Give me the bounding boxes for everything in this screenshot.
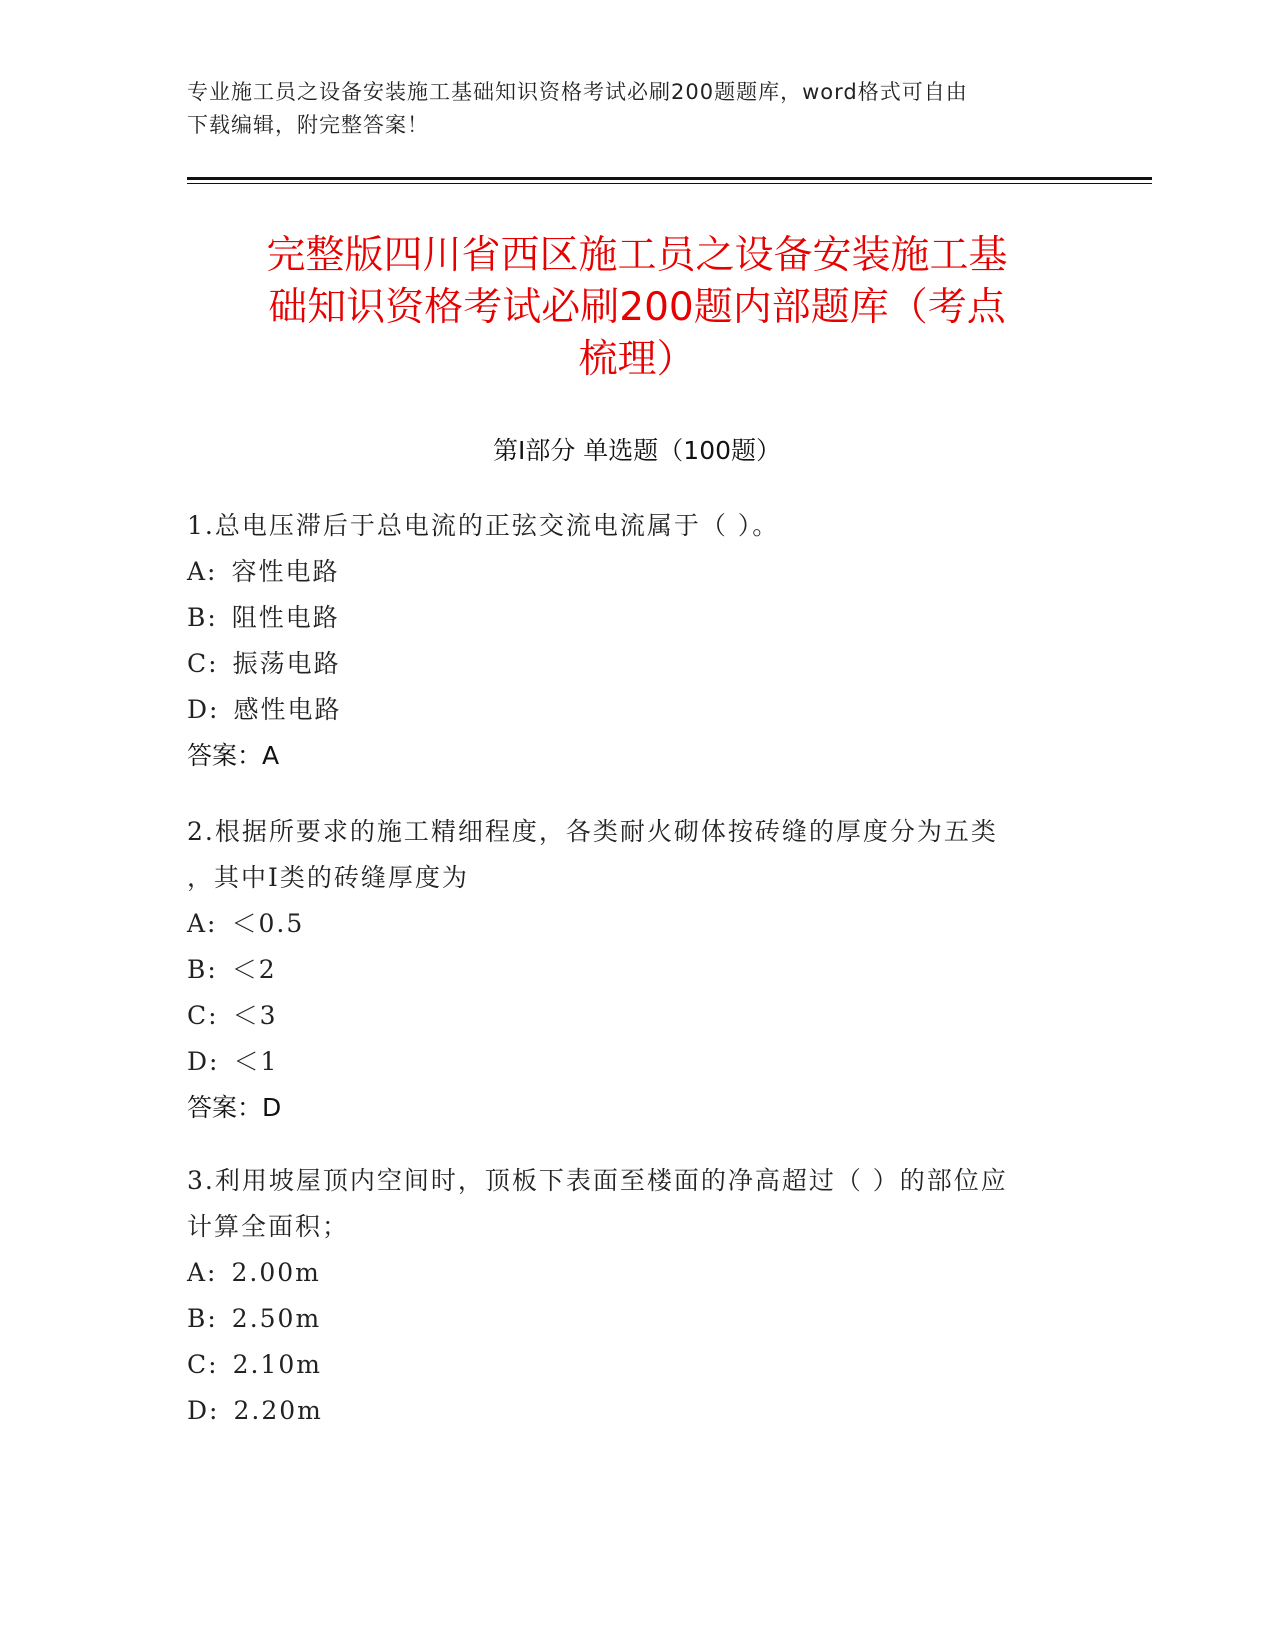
question-1: [187, 503, 1087, 779]
header-divider-thin: [187, 183, 1152, 184]
option-c: [187, 1342, 1087, 1388]
option-text: ＜0.5: [231, 909, 305, 938]
question-text: 3.利用坡屋顶内空间时，顶板下表面至楼面的净高超过（ ）的部位应: [187, 1166, 1008, 1195]
option-label: A:: [187, 1258, 218, 1287]
option-text: 阻性电路: [231, 603, 340, 632]
option-label: C:: [187, 649, 219, 678]
option-text: 2.20m: [233, 1396, 323, 1425]
option-b: [187, 595, 1087, 641]
question-text: 1.总电压滞后于总电流的正弦交流电流属于（ ）。: [187, 511, 780, 540]
option-text: 振荡电路: [232, 649, 341, 678]
option-text: ＜1: [233, 1047, 279, 1076]
option-label: A:: [187, 909, 218, 938]
option-d: [187, 1039, 1087, 1085]
option-label: B:: [187, 1304, 218, 1333]
title-line: 完整版四川省西区施工员之设备安装施工基: [266, 233, 1008, 278]
option-d: [187, 687, 1087, 733]
question-text: 2.根据所要求的施工精细程度，各类耐火砌体按砖缝的厚度分为五类: [187, 817, 998, 846]
option-label: C:: [187, 1001, 219, 1030]
section-title: 第Ⅰ部分 单选题（100题）: [492, 436, 782, 465]
option-c: [187, 993, 1087, 1039]
option-label: C:: [187, 1350, 219, 1379]
option-b: [187, 947, 1087, 993]
option-a: [187, 901, 1087, 947]
header-note: [187, 76, 1067, 142]
option-text: ＜3: [232, 1001, 278, 1030]
option-label: D:: [187, 1396, 220, 1425]
question-2: [187, 809, 1087, 1131]
option-a: [187, 549, 1087, 595]
document-title: [187, 230, 1087, 386]
header-note-line: 专业施工员之设备安装施工基础知识资格考试必刷200题题库，word格式可自由: [187, 80, 968, 104]
option-label: A:: [187, 557, 218, 586]
title-line: 础知识资格考试必刷200题内部题库（考点: [268, 285, 1006, 330]
question-3: [187, 1158, 1087, 1434]
question-text-continued: 计算全面积；: [187, 1212, 350, 1241]
answer: 答案：D: [187, 1093, 282, 1122]
option-text: 2.00m: [231, 1258, 321, 1287]
option-text: 容性电路: [231, 557, 340, 586]
option-d: [187, 1388, 1087, 1434]
header-note-line: 下载编辑，附完整答案！: [187, 113, 429, 137]
option-text: 2.50m: [231, 1304, 322, 1333]
option-b: [187, 1296, 1087, 1342]
option-text: 感性电路: [233, 695, 342, 724]
option-label: D:: [187, 1047, 220, 1076]
title-line: 梳理）: [578, 337, 696, 382]
question-text-continued: ，其中Ⅰ类的砖缝厚度为: [187, 863, 469, 892]
header-divider-thick: [187, 177, 1152, 180]
option-a: [187, 1250, 1087, 1296]
option-label: D:: [187, 695, 220, 724]
option-label: B:: [187, 603, 218, 632]
option-c: [187, 641, 1087, 687]
option-label: B:: [187, 955, 218, 984]
answer: 答案：A: [187, 741, 280, 770]
option-text: ＜2: [231, 955, 277, 984]
option-text: 2.10m: [232, 1350, 322, 1379]
